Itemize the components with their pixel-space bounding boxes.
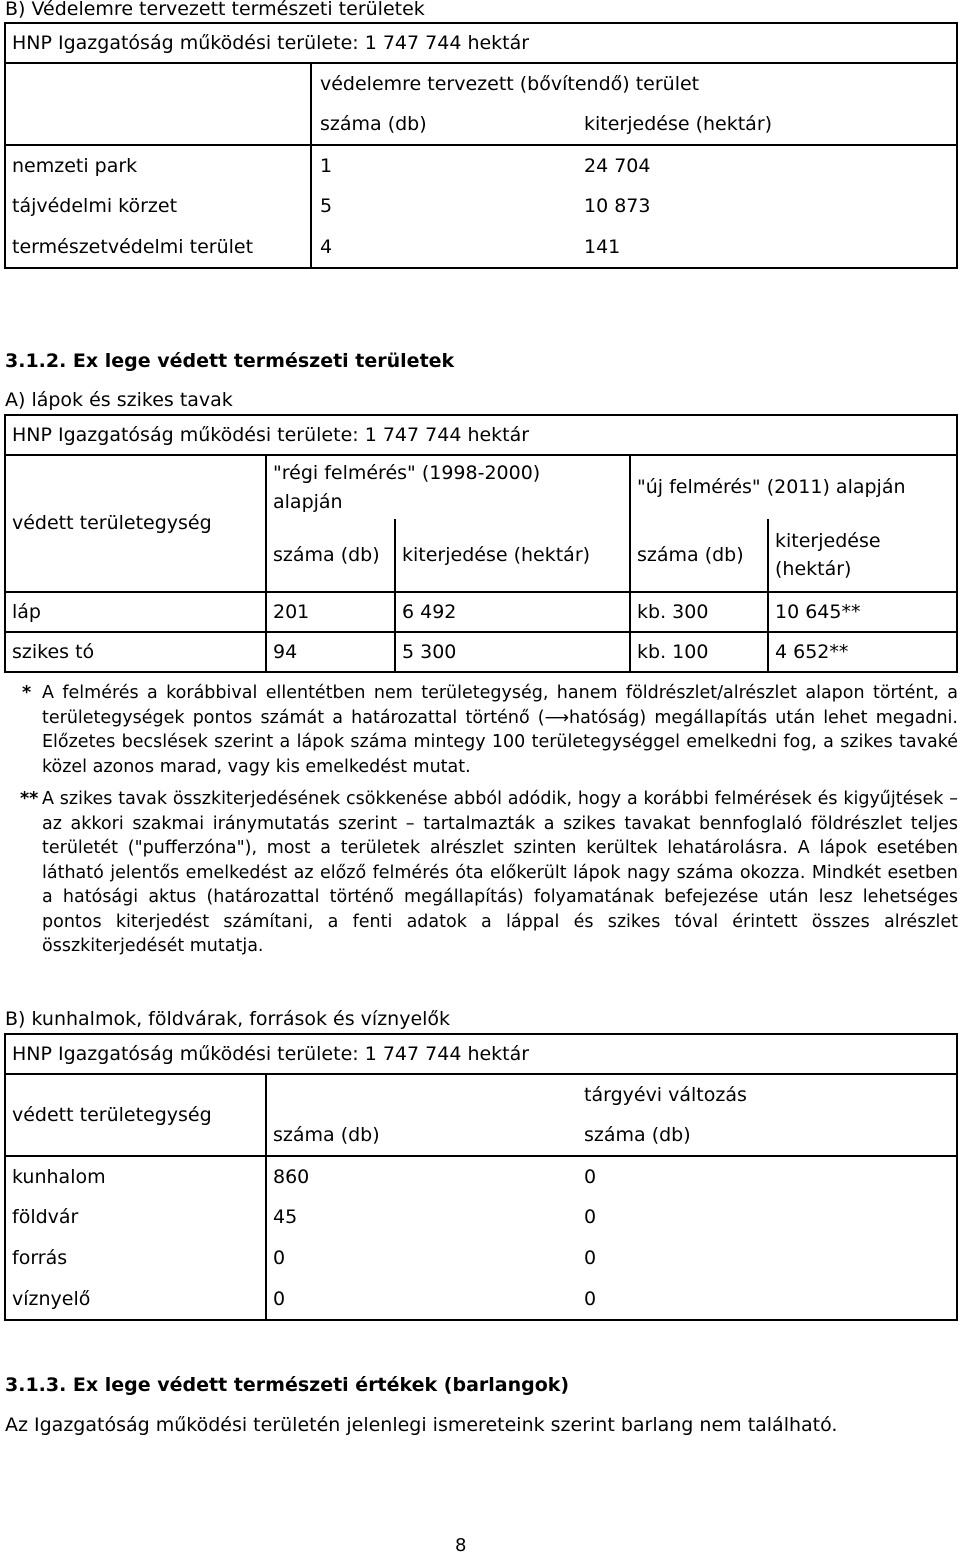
empty-header-cell <box>266 1074 576 1115</box>
row-change: 0 <box>576 1238 957 1279</box>
row-old-count: 94 <box>266 632 395 672</box>
table-row <box>5 227 957 268</box>
row-label: víznyelő <box>5 1279 266 1320</box>
table-row <box>5 1156 957 1197</box>
footnote-1 <box>22 681 958 779</box>
header-old-count: száma (db) <box>266 519 395 592</box>
row-old-area: 5 300 <box>395 632 630 672</box>
section-heading-mounds: B) kunhalmok, földvárak, források és víznyelők <box>5 1008 451 1030</box>
planned-areas-table <box>4 22 958 269</box>
footnote-2-mark: ** <box>20 789 39 809</box>
row-new-count: kb. 100 <box>630 632 768 672</box>
row-area: 10 873 <box>576 186 957 227</box>
row-label: szikes tó <box>5 632 266 672</box>
row-new-area: 10 645** <box>768 592 957 632</box>
bogs-lakes-table <box>4 414 958 673</box>
header-area: kiterjedése (hektár) <box>576 104 957 145</box>
row-label: földvár <box>5 1197 266 1238</box>
footnote-1-mark: * <box>22 683 32 703</box>
row-count: 45 <box>266 1197 576 1238</box>
planned-areas-caption: HNP Igazgatóság működési területe: 1 747 744 hektár <box>5 23 957 63</box>
header-change-count: száma (db) <box>576 1115 957 1156</box>
table-row <box>5 186 957 227</box>
empty-corner-cell <box>5 104 311 145</box>
header-change: tárgyévi változás <box>576 1074 957 1115</box>
table-row <box>5 632 957 672</box>
mounds-table <box>4 1033 958 1321</box>
row-change: 0 <box>576 1197 957 1238</box>
row-count: 0 <box>266 1238 576 1279</box>
row-count: 860 <box>266 1156 576 1197</box>
row-label: nemzeti park <box>5 145 311 186</box>
header-old-area: kiterjedése (hektár) <box>395 519 630 592</box>
row-count: 5 <box>311 186 576 227</box>
empty-corner-cell <box>5 63 311 104</box>
section-heading-planned-areas: B) Védelemre tervezett természeti területek <box>5 0 425 20</box>
header-new-survey: "új felmérés" (2011) alapján <box>630 455 957 519</box>
mounds-caption: HNP Igazgatóság működési területe: 1 747 744 hektár <box>5 1034 957 1074</box>
table-row <box>5 1279 957 1320</box>
planned-group-header: védelemre tervezett (bővítendő) terület <box>311 63 957 104</box>
arrow-icon: ⟶ <box>544 707 570 728</box>
row-label: forrás <box>5 1238 266 1279</box>
row-count: 4 <box>311 227 576 268</box>
row-change: 0 <box>576 1156 957 1197</box>
section-heading-313: 3.1.3. Ex lege védett természeti értékek (barlangok) <box>5 1374 570 1396</box>
row-label: kunhalom <box>5 1156 266 1197</box>
footnote-2 <box>20 787 958 959</box>
caves-text: Az Igazgatóság működési területén jelenlegi ismereteink szerint barlang nem található. <box>5 1414 838 1436</box>
row-count: 1 <box>311 145 576 186</box>
table-row <box>5 592 957 632</box>
table-row <box>5 1197 957 1238</box>
row-label: láp <box>5 592 266 632</box>
header-count: száma (db) <box>266 1115 576 1156</box>
header-new-count: száma (db) <box>630 519 768 592</box>
header-protected-unit: védett területegység <box>5 1074 266 1156</box>
subheading-lakes: A) lápok és szikes tavak <box>5 389 233 411</box>
section-heading-312: 3.1.2. Ex lege védett természeti területek <box>5 350 455 372</box>
row-new-count: kb. 300 <box>630 592 768 632</box>
header-protected-unit: védett területegység <box>5 455 266 592</box>
row-old-area: 6 492 <box>395 592 630 632</box>
row-count: 0 <box>266 1279 576 1320</box>
row-label: természetvédelmi terület <box>5 227 311 268</box>
row-area: 141 <box>576 227 957 268</box>
table-row <box>5 1238 957 1279</box>
row-new-area: 4 652** <box>768 632 957 672</box>
row-label: tájvédelmi körzet <box>5 186 311 227</box>
row-old-count: 201 <box>266 592 395 632</box>
header-count: száma (db) <box>311 104 576 145</box>
row-change: 0 <box>576 1279 957 1320</box>
header-new-area: kiterjedése (hektár) <box>768 519 957 592</box>
bogs-lakes-caption: HNP Igazgatóság működési területe: 1 747 744 hektár <box>5 415 957 455</box>
table-row <box>5 145 957 186</box>
page-number: 8 <box>455 1535 467 1556</box>
footnote-2-text: A szikes tavak összkiterjedésének csökkenése abból adódik, hogy a korábbi felmérések és kigyűjtések – az akkori szakmai iránymutatás szerint – tartalmazták a szikes tavakat bennfoglaló földrészlet teljes területét ("pufferzóna"), most a területek alrészlet szinten kerültek lehatárolásra. A lápok esetében látható jelentős emelkedést az előző felmérés óta előkerült lápok nagy száma okozza. Mindkét esetben a hatósági aktus (határozattal történő megállapítás) folyamatának befejezése után lesz lehetséges pontos kiterjedést számítani, a fenti adatok a láppal és szikes tóval érintett összes alrészlet összkiterjedését mutatja. <box>42 789 958 956</box>
header-old-survey: "régi felmérés" (1998-2000) alapján <box>266 455 630 519</box>
footnote-1-text-b: hatóság) megállapítás után lehet megadni. Előzetes becslések szerint a lápok száma mintegy 100 területegységgel emelkedni fog, a szikes tavaké közel azonos marad, vagy kis emelkedést mutat. <box>42 707 958 777</box>
row-area: 24 704 <box>576 145 957 186</box>
footnote-1-text-a: A felmérés a korábbival ellentétben nem területegység, hanem földrészlet/alrészlet alapon történt, a területegységek pontos számát a határozattal történő ( <box>42 683 958 728</box>
